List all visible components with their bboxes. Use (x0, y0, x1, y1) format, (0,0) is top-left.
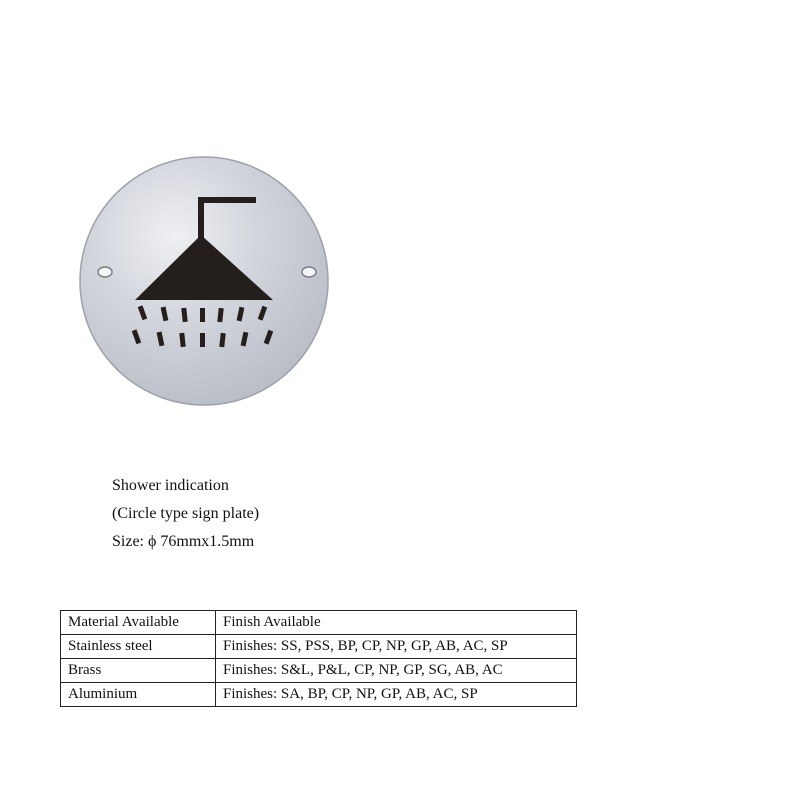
screw-hole-left (98, 267, 112, 277)
product-size: Size: ϕ 76mmx1.5mm (112, 533, 255, 550)
sign-plate-image (78, 155, 330, 407)
finish-cell: Finishes: SS, PSS, BP, CP, NP, GP, AB, AC, SP (216, 635, 577, 659)
table-header-row (61, 611, 577, 635)
product-type: (Circle type sign plate) (112, 505, 260, 522)
finish-cell: Finishes: SA, BP, CP, NP, GP, AB, AC, SP (216, 683, 577, 707)
screw-hole-right (302, 267, 316, 277)
material-cell: Stainless steel (61, 635, 216, 659)
material-cell: Brass (61, 659, 216, 683)
table-row (61, 635, 577, 659)
finish-cell: Finishes: S&L, P&L, CP, NP, GP, SG, AB, AC (216, 659, 577, 683)
shower-sign-plate (78, 155, 330, 407)
header-finish: Finish Available (216, 611, 577, 635)
material-finish-table (60, 610, 577, 707)
header-material: Material Available (61, 611, 216, 635)
product-caption (112, 472, 259, 556)
table-row (61, 659, 577, 683)
material-cell: Aluminium (61, 683, 216, 707)
table-row (61, 683, 577, 707)
product-title: Shower indication (112, 477, 229, 494)
